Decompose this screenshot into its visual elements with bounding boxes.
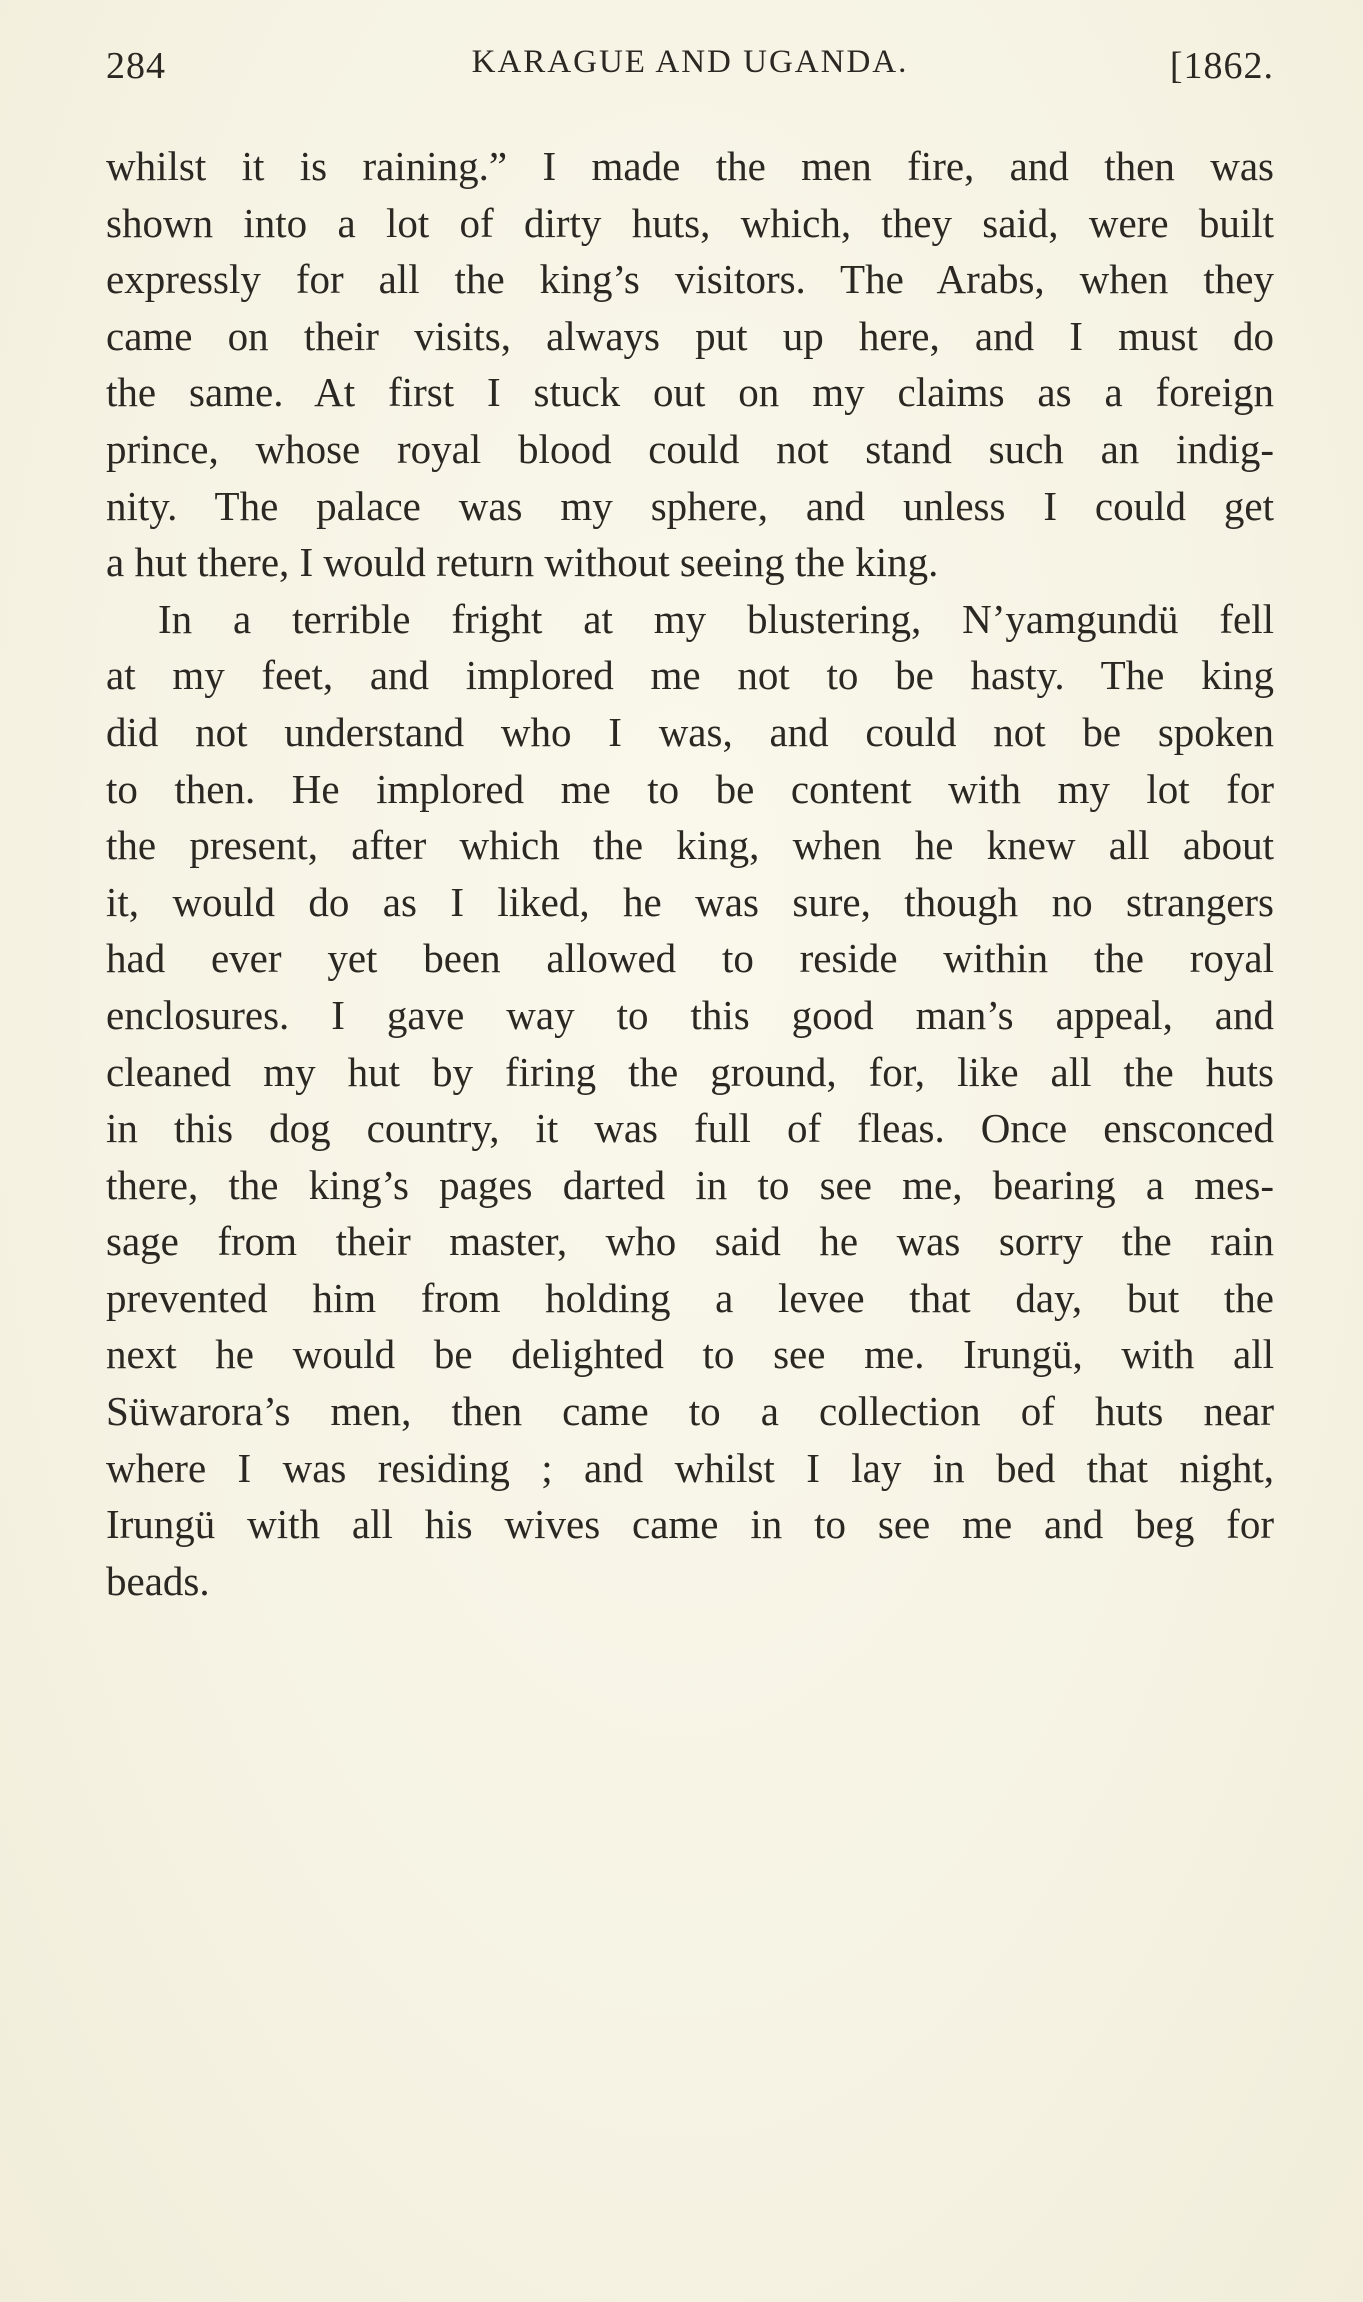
running-head — [106, 44, 1274, 98]
running-year: [1862. — [1169, 45, 1274, 87]
text-line: it, would do as I liked, he was sure, though no strangers — [106, 878, 1274, 925]
text-line: the present, after which the king, when he knew all about — [106, 822, 1274, 869]
text-line: whilst it is raining.” I made the men fire, and then was — [106, 143, 1274, 189]
text-line: sage from their master, who said he was sorry the rain — [106, 1218, 1274, 1265]
text-line: the same. At first I stuck out on my claims as a foreign — [106, 369, 1274, 416]
text-line: Süwarora’s men, then came to a collection of huts near — [106, 1388, 1274, 1435]
text-line: did not understand who I was, and could not be spoken — [106, 708, 1274, 755]
page-number: 284 — [106, 45, 166, 87]
text-line: at my feet, and implored me not to be hasty. The king — [106, 652, 1274, 699]
text-line: there, the king’s pages darted in to see me, bearing a mes- — [106, 1161, 1274, 1208]
text-line: Irungü with all his wives came in to see me and beg for — [106, 1501, 1274, 1548]
text-line: prevented him from holding a levee that day, but the — [106, 1274, 1274, 1321]
text-line: cleaned my hut by firing the ground, for, like all the huts — [106, 1048, 1274, 1095]
text-line: came on their visits, always put up here, and I must do — [106, 312, 1274, 359]
text-line: enclosures. I gave way to this good man’s appeal, and — [106, 991, 1274, 1038]
text-line: next he would be delighted to see me. Irungü, with all — [106, 1331, 1274, 1378]
text-line: had ever yet been allowed to reside within the royal — [106, 935, 1274, 982]
body-text — [106, 138, 1274, 1609]
text-line: beads. — [106, 1557, 210, 1604]
text-line: a hut there, I would return without seeing the king. — [106, 539, 939, 586]
text-line: nity. The palace was my sphere, and unless I could get — [106, 482, 1274, 529]
text-line: In a terrible fright at my blustering, N’yamgundü fell — [158, 595, 1274, 642]
text-line: shown into a lot of dirty huts, which, they said, were built — [106, 199, 1274, 246]
text-line: in this dog country, it was full of fleas. Once ensconced — [106, 1105, 1274, 1152]
text-line: prince, whose royal blood could not stand such an indig- — [106, 425, 1274, 472]
text-line: where I was residing ; and whilst I lay in bed that night, — [106, 1444, 1274, 1491]
text-line: to then. He implored me to be content with my lot for — [106, 765, 1274, 812]
running-title: KARAGUE AND UGANDA. — [471, 44, 909, 80]
text-line: expressly for all the king’s visitors. The Arabs, when they — [106, 256, 1274, 303]
